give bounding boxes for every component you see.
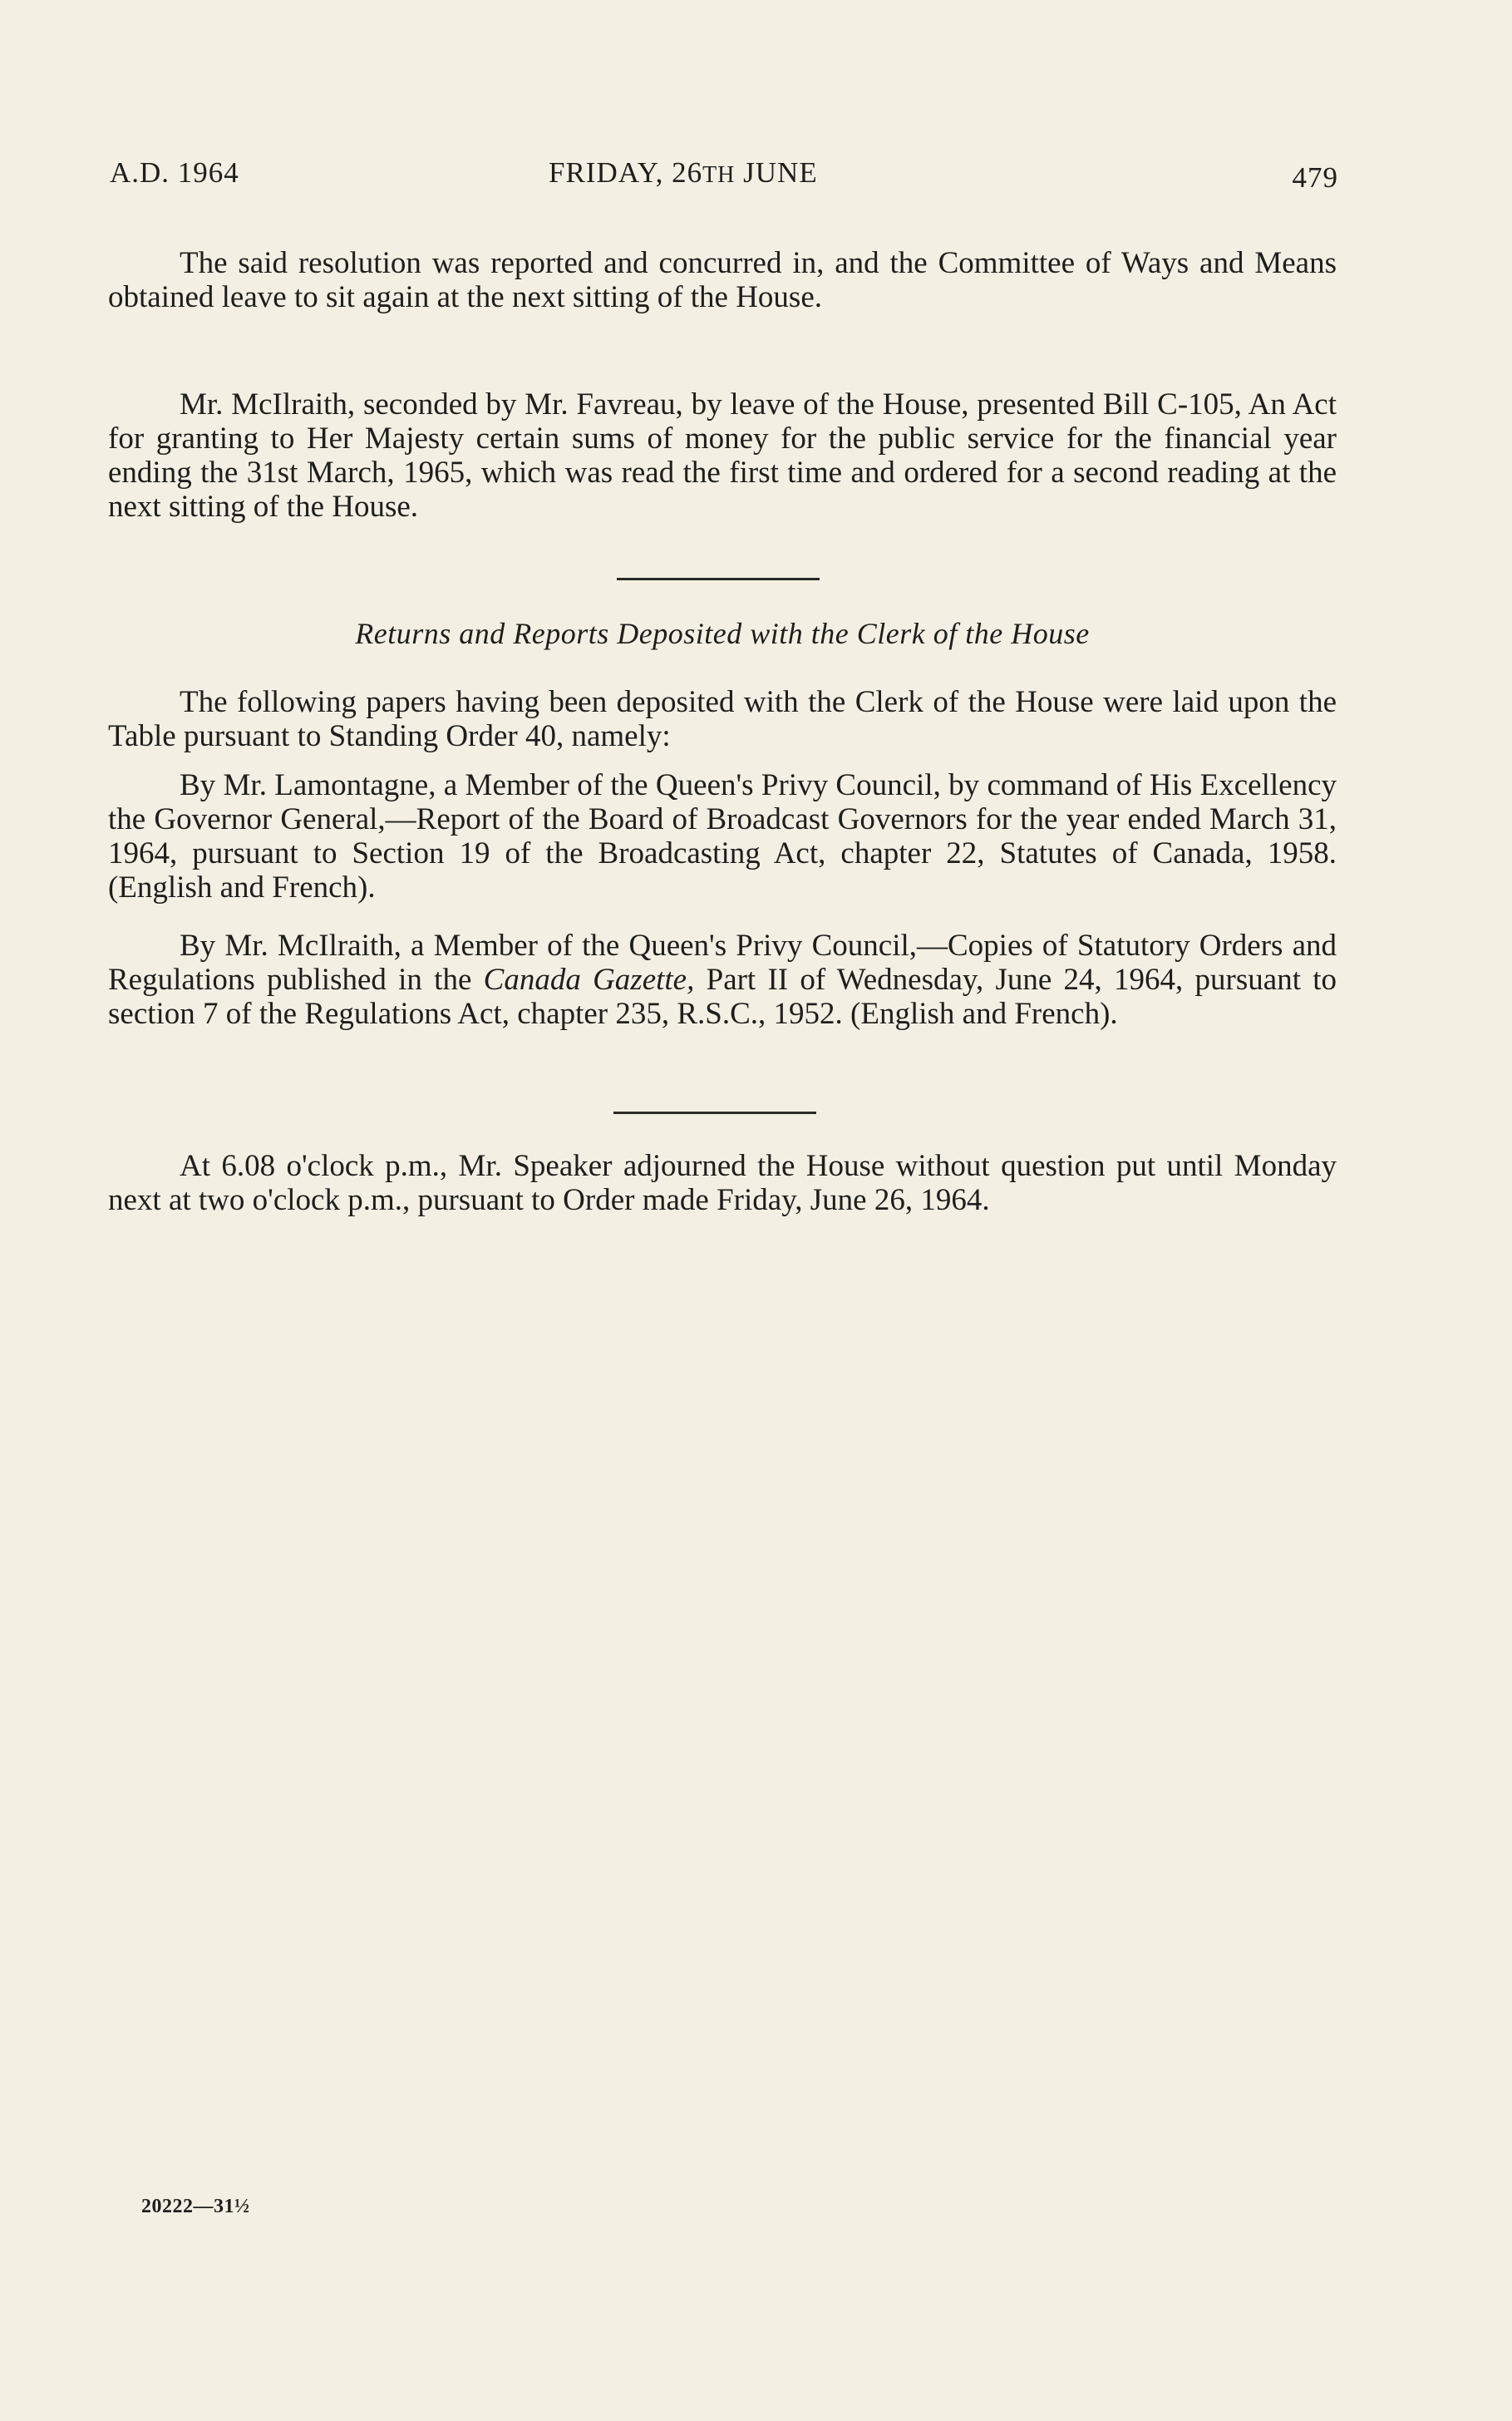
paragraph-bill-c105: Mr. McIlraith, seconded by Mr. Favreau, by leave of the House, presented Bill C-105, An Act for granting to Her Majesty certain sums of money for the public service for the financial year ending the 31st March, 1965, which was read the first time and ordered for a second reading at the next sitting of the House. [108,387,1337,524]
header-date-ordinal: TH [702,162,736,188]
paragraph-lamontagne-report: By Mr. Lamontagne, a Member of the Queen's Privy Council, by command of His Excellency the Governor General,—Report of the Board of Broadcast Governors for the year ended March 31, 1964, pursuant to Section 19 of the Broadcasting Act, chapter 22, Statutes of Canada, 1958. (English and French). [108,768,1337,905]
header-date-suffix: JUNE [735,156,818,189]
paragraph-papers-deposited: The following papers having been deposited with the Clerk of the House were laid upon the Table pursuant to Standing Order 40, namely: [108,685,1337,753]
p5-text-after: Part II of Wednesday, June 24, 1964, pursuant to section 7 of the Regulations Act, chapter 235, R.S.C., 1952. (English and French). [108,963,1337,1031]
section-heading: Returns and Reports Deposited with the Clerk of the House [355,617,1090,650]
paragraph-mcilraith-orders [108,929,1337,1031]
section-divider-2 [613,1112,816,1114]
header-year: A.D. 1964 [110,156,239,189]
header-date [549,156,818,190]
p5-text-before: By Mr. McIlraith, a Member of the Queen's Privy Council,—Copies of Statutory Orders and Regulations published in the [108,929,1337,997]
p5-gazette-title: Canada Gazette, [483,963,695,997]
page-number: 479 [1292,161,1338,194]
header-date-prefix: FRIDAY, 26 [549,156,703,189]
printer-code: 20222—31½ [141,2196,250,2217]
paragraph-committee-report: The said resolution was reported and concurred in, and the Committee of Ways and Means obtained leave to sit again at the next sitting of the House. [108,246,1337,314]
section-divider [617,578,820,580]
paragraph-adjournment: At 6.08 o'clock p.m., Mr. Speaker adjourned the House without question put until Monday next at two o'clock p.m., pursuant to Order made Friday, June 26, 1964. [108,1149,1337,1217]
page-header [110,156,1338,200]
